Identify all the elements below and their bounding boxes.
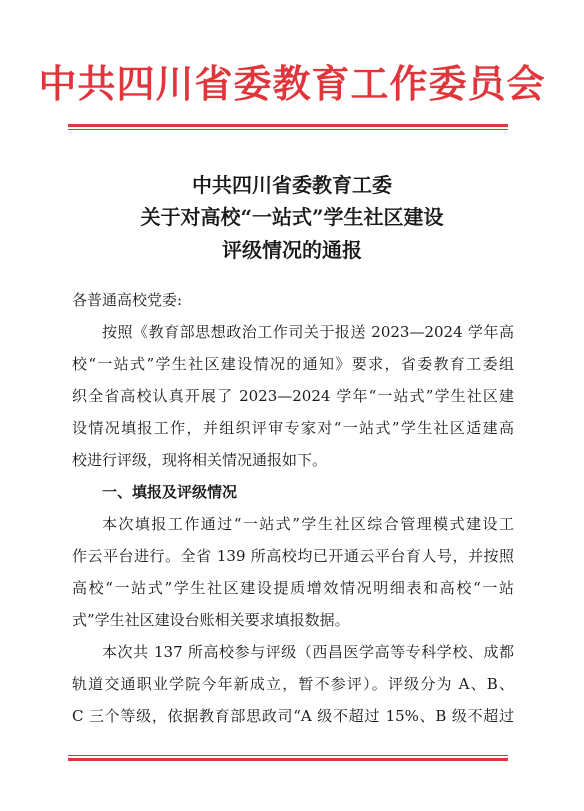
paragraph-2-line-2: 作云平台进行。全省 139 所高校均已开通云平台育人号，并按照 — [72, 547, 514, 565]
paragraph-1-line-3: 织全省高校认真开展了 2023—2024 学年“一站式”学生社区建 — [72, 387, 514, 405]
document-title-line-3: 评级情况的通报 — [222, 238, 362, 262]
paragraph-2-line-1: 本次填报工作通过“一站式”学生社区综合管理模式建设工 — [102, 515, 514, 533]
paragraph-1-line-4: 设情况填报工作，并组织评审专家对“一站式”学生社区适建高 — [72, 419, 514, 437]
paragraph-2-line-3: 高校“一站式”学生社区建设提质增效情况明细表和高校“一站 — [72, 579, 514, 597]
masthead-divider-thick — [68, 124, 508, 127]
section-1-heading: 一、填报及评级情况 — [102, 483, 238, 501]
paragraph-1-line-2: 校“一站式”学生社区建设情况的通知》要求，省委教育工委组 — [72, 355, 514, 373]
paragraph-3-line-1: 本次共 137 所高校参与评级（西昌医学高等专科学校、成都 — [102, 643, 514, 661]
paragraph-1-line-5: 校进行评级，现将相关情况通报如下。 — [72, 451, 328, 469]
paragraph-3-line-2: 轨道交通职业学院今年新成立，暂不参评）。评级分为 A、B、 — [72, 675, 514, 693]
paragraph-2-line-4: 式”学生社区建设台账相关要求填报数据。 — [72, 611, 350, 629]
masthead-title: 中共四川省委教育工作委员会 — [38, 62, 546, 106]
document-title-line-2: 关于对高校“一站式”学生社区建设 — [140, 205, 444, 229]
paragraph-3-line-3: C 三个等级，依据教育部思政司“A 级不超过 15%、B 级不超过 — [72, 707, 514, 725]
paragraph-1-line-1: 按照《教育部思想政治工作司关于报送 2023—2024 学年高 — [102, 323, 514, 341]
salutation: 各普通高校党委: — [72, 291, 183, 309]
footer-divider-thin — [68, 755, 508, 756]
document-title-line-1: 中共四川省委教育工委 — [192, 173, 392, 197]
footer-divider-thick — [68, 758, 508, 761]
masthead-divider-thin — [68, 129, 508, 130]
